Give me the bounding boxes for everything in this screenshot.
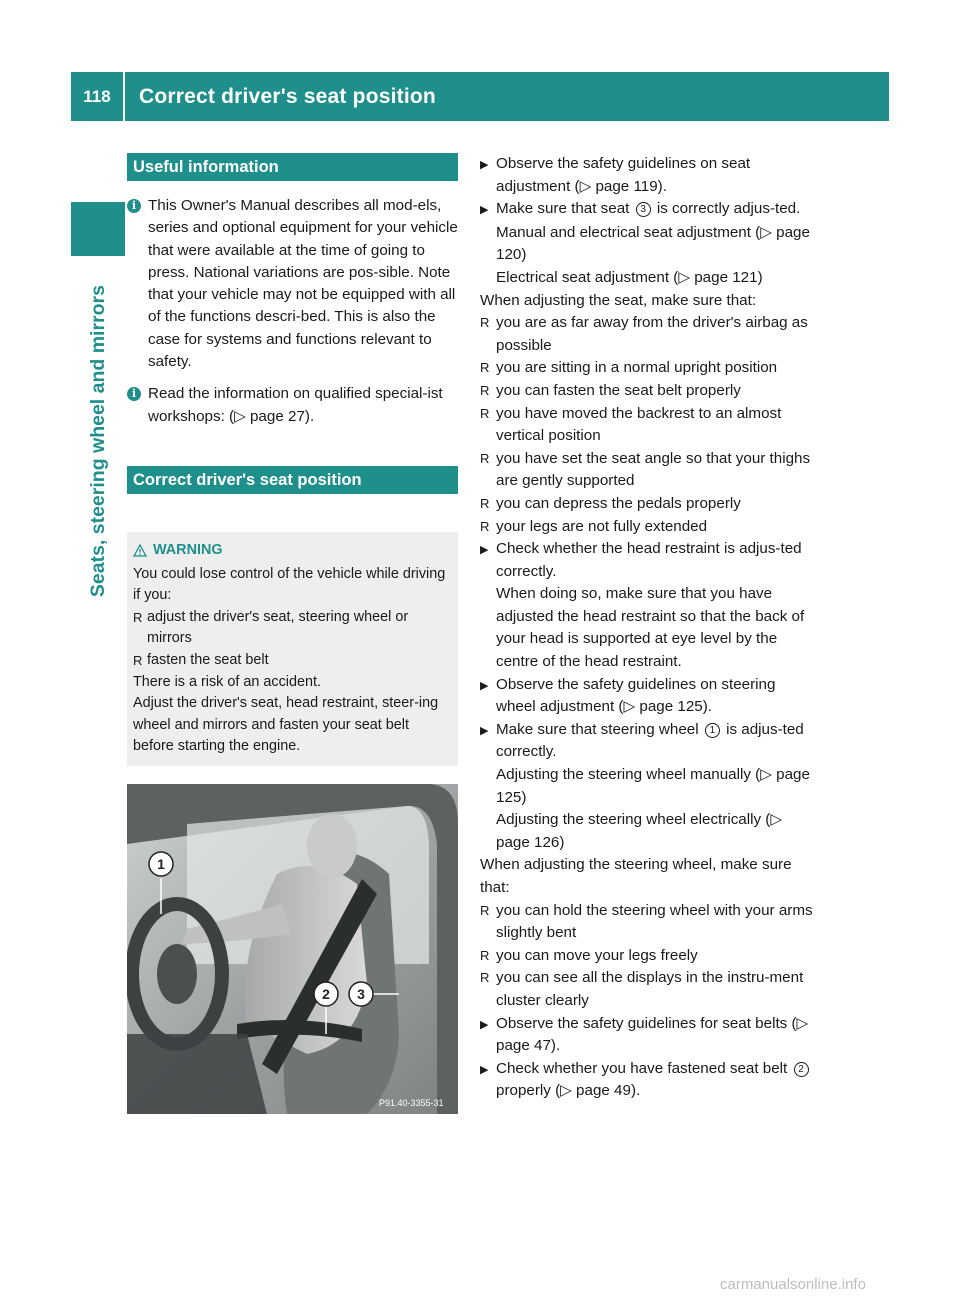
list-item: R you have set the seat angle so that your thighs are gently supported — [480, 449, 811, 490]
page-title: Correct driver's seat position — [139, 84, 436, 108]
step-arrow-icon: ▶ — [480, 1018, 489, 1031]
warning-label: WARNING — [153, 541, 223, 558]
instruction-step: ▶ Make sure that seat 3 is correctly adjus-ted. — [480, 198, 815, 222]
step-arrow-icon: ▶ — [480, 544, 489, 557]
warning-box — [127, 532, 458, 766]
info-note-1-text: This Owner's Manual describes all mod-els, series and optional equipment for your vehicle that were available at the time of going to press. National variations are pos-sible. Note that your vehicle may not be equipped with all of the functions descri-bed. This is also the case for systems and functions relevant to safety. — [148, 197, 458, 371]
figure-code: P91.40-3355-31 — [379, 1097, 444, 1108]
warning-title — [133, 540, 451, 562]
warning-risk: There is a risk of an accident. — [133, 673, 321, 690]
info-note-2-text: Read the information on qualified special-ist workshops: (▷ page 27). — [148, 385, 443, 425]
warning-intro: You could lose control of the vehicle while driving if you: — [133, 565, 446, 604]
list-item: R you have moved the backrest to an almost vertical position — [480, 404, 782, 445]
instruction-step: ▶ Observe the safety guidelines for seat belts (▷ page 47). — [480, 1013, 815, 1058]
list-item: R you can move your legs freely — [480, 946, 698, 964]
svg-text:2: 2 — [322, 985, 330, 1002]
instruction-step: ▶ Check whether the head restraint is adjus-ted correctly. — [480, 538, 815, 583]
callout-3 — [349, 982, 373, 1006]
seat-checklist-intro: When adjusting the seat, make sure that: — [480, 291, 757, 309]
instruction-step: ▶ Make sure that steering wheel 1 is adjus-ted correctly. — [480, 719, 815, 764]
list-item: R you can see all the displays in the instru-ment cluster clearly — [480, 969, 804, 1009]
list-item: R you can hold the steering wheel with your arms slightly bent — [480, 901, 813, 942]
list-item: R you can fasten the seat belt properly — [480, 381, 741, 399]
side-section-label — [71, 285, 125, 785]
side-section-text: Seats, steering wheel and mirrors — [86, 285, 109, 598]
step-arrow-icon: ▶ — [480, 159, 489, 171]
step-arrow-icon: ▶ — [480, 724, 489, 737]
list-item: R you are as far away from the driver's airbag as possible — [480, 314, 808, 354]
callout-ref: 3 — [636, 202, 651, 217]
list-item: R your legs are not fully extended — [480, 517, 708, 535]
side-tab-marker — [71, 202, 125, 256]
step-arrow-icon: ▶ — [480, 679, 489, 692]
section-heading: Correct driver's seat position — [127, 466, 458, 494]
left-column — [127, 153, 458, 1114]
step-detail: When doing so, make sure that you have adjusted the head restraint so that the back of your head is supported at eye level by the centre of the head restraint. — [496, 585, 805, 671]
list-item: R you are sitting in a normal upright position — [480, 359, 778, 377]
warning-bullet: R adjust the driver's seat, steering wheel or mirrors — [133, 608, 409, 647]
info-icon: i — [127, 387, 141, 401]
page-number: 118 — [71, 72, 125, 121]
callout-1 — [149, 852, 173, 876]
warning-bullet: R fasten the seat belt — [133, 651, 269, 668]
step-arrow-icon: ▶ — [480, 1063, 489, 1076]
wheel-checklist-intro: When adjusting the steering wheel, make sure that: — [480, 856, 792, 896]
warning-triangle-icon — [133, 544, 147, 557]
warning-action: Adjust the driver's seat, head restraint, steer-ing wheel and mirrors and fasten your seat belt before starting the engine. — [133, 695, 439, 755]
step-reference: Manual and electrical seat adjustment (▷ page 120) — [496, 223, 810, 264]
step-arrow-icon: ▶ — [480, 204, 489, 217]
instruction-step: ▶ Check whether you have fastened seat belt 2 properly (▷ page 49). — [480, 1058, 815, 1103]
svg-text:3: 3 — [357, 985, 365, 1002]
seat-position-illustration — [127, 784, 458, 1114]
list-item: R you can depress the pedals properly — [480, 494, 741, 512]
callout-2 — [314, 982, 338, 1006]
info-icon: i — [127, 199, 141, 213]
svg-text:1: 1 — [157, 855, 165, 872]
watermark: carmanualsonline.info — [720, 1276, 866, 1293]
page-header — [71, 72, 889, 121]
right-column — [480, 153, 815, 1103]
instruction-step: ▶ Observe the safety guidelines on seat adjustment (▷ page 119). — [480, 153, 815, 198]
step-reference: Adjusting the steering wheel electrically (▷ page 126) — [496, 811, 783, 851]
info-note-1 — [127, 195, 458, 373]
instruction-step: ▶ Observe the safety guidelines on steering wheel adjustment (▷ page 125). — [480, 674, 815, 719]
step-reference: Adjusting the steering wheel manually (▷ page 125) — [496, 766, 810, 806]
useful-info-heading: Useful information — [127, 153, 458, 181]
step-reference: Electrical seat adjustment (▷ page 121) — [496, 268, 763, 286]
callout-ref: 1 — [705, 723, 720, 738]
info-note-2 — [127, 383, 458, 428]
callout-ref: 2 — [794, 1062, 809, 1077]
